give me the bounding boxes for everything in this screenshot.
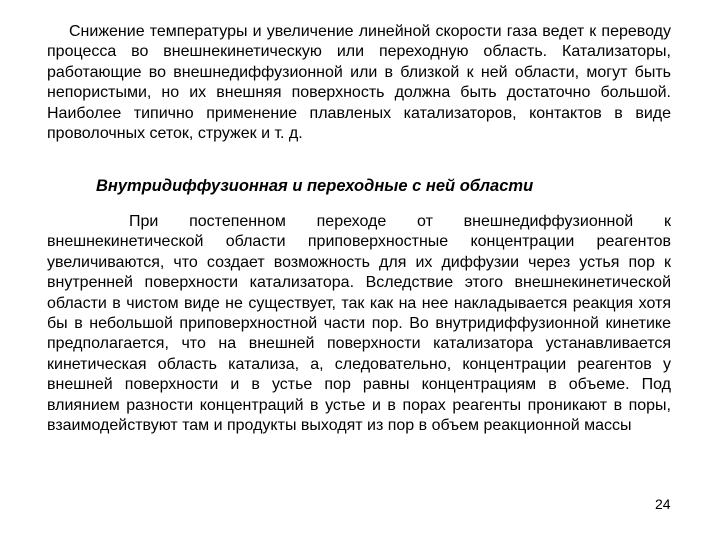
page-number: 24 [655,496,671,512]
section-heading: Внутридиффузионная и переходные с ней области [96,177,534,195]
paragraph-main: При постепенном переходе от внешнедиффузионной к внешнекинетической области приповерхностные концентрации реагентов увеличиваются, что создает возможность для их диффузии через устья пор к внутренней поверхности катализатора. Вследствие этого внешнекинетической области в чистом виде не существует, так как на нее накладывается реакция хотя бы в небольшой приповерхностной части пор. Во внутридиффузионной кинетике предполагается, что на внешней поверхности катализатора устанавливается кинетическая область катализа, а, следовательно, концентрации реагентов у внешней поверхности и в устье пор равны концентрациям в объеме. Под влиянием разности концентраций в устье и в порах реагенты проникают в поры, взаимодействуют там и продукты выходят из пор в объем реакционной массы [47,213,671,435]
paragraph-intro: Снижение температуры и увеличение линейной скорости газа ведет к переводу процесса во внешнекинетическую или переходную область. Катализаторы, работающие во внешнедиффузионной или в близкой к ней области, могут быть непористыми, но их внешняя поверхность должна быть достаточно большой. Наиболее типично применение плавленых катализаторов, контактов в виде проволочных сеток, стружек и т. д. [47,23,671,143]
